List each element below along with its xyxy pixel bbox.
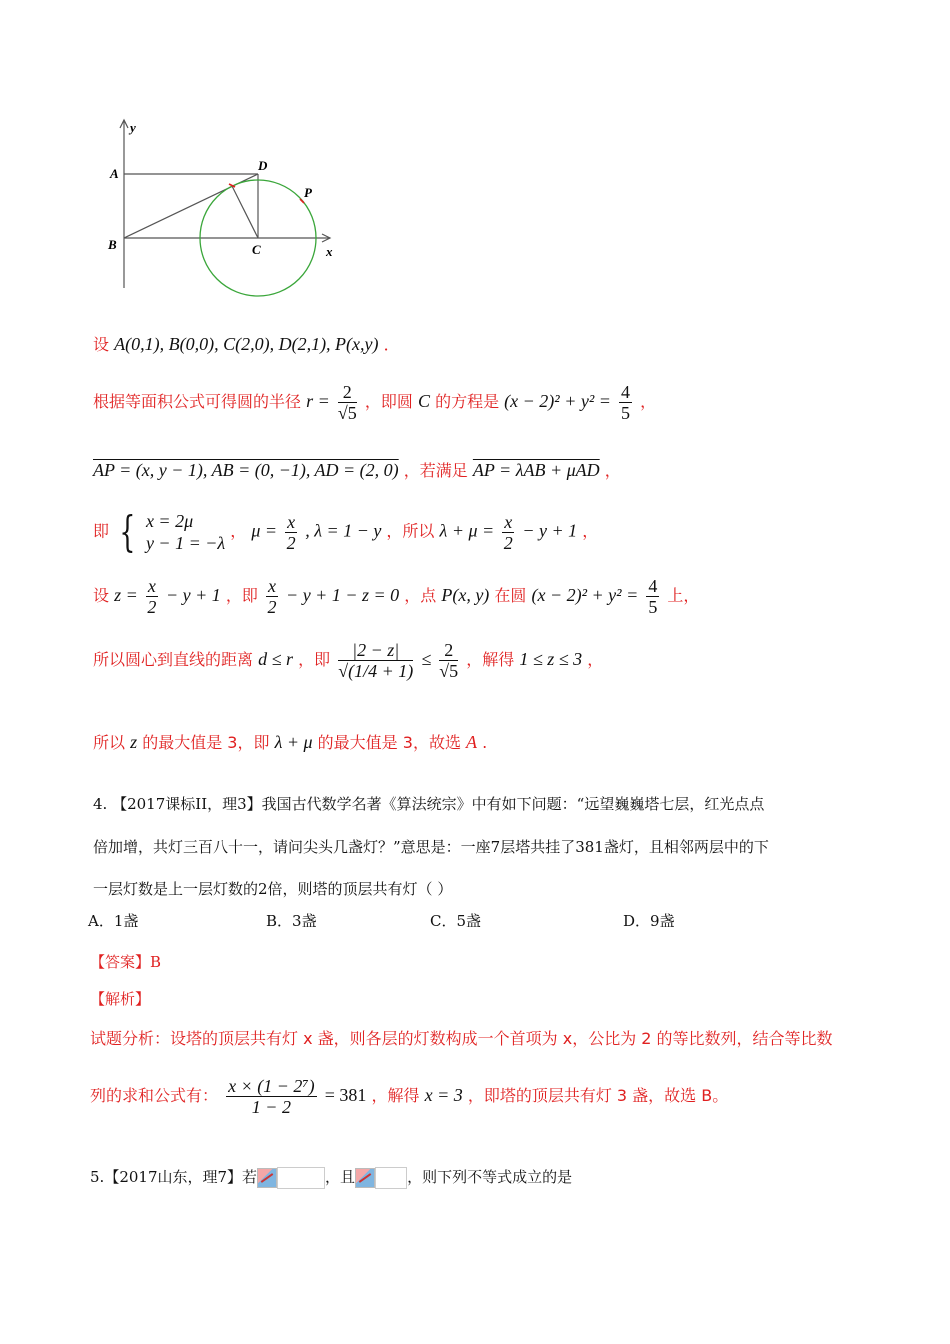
- circle-math: (x − 2)² + y² =: [531, 585, 639, 605]
- sum-formula-fraction: $\frac{\text{x × (1 − 2⁷)}}{1 - 2}$: [228, 1076, 315, 1117]
- solution-line-6: [93, 640, 603, 681]
- question-text: 我国古代数学名著《算法统宗》中有如下问题：“远望巍巍塔七层，红光点点: [261, 795, 765, 813]
- question-text: ，则下列不等式成立的是: [407, 1168, 573, 1186]
- text: 的最大值是 3，即: [142, 733, 270, 752]
- solution-line-7: [93, 730, 487, 755]
- z-tail: − y + 1: [165, 585, 221, 605]
- text: ，即塔的顶层共有灯 3 盏，故选 B。: [467, 1086, 729, 1105]
- option-a[interactable]: A．1盏: [88, 912, 139, 930]
- circle-fraction: $\frac{4}{5}$: [648, 576, 658, 617]
- equation-fraction: $\frac{4}{5}$: [620, 382, 630, 423]
- label-d: D: [258, 158, 268, 173]
- point-p-math: P(x, y): [441, 585, 490, 605]
- label-b: B: [108, 237, 117, 252]
- range-math: 1 ≤ z ≤ 3: [519, 649, 583, 669]
- option-d[interactable]: D．9盏: [623, 912, 675, 930]
- solution-line-2: [93, 382, 656, 423]
- answer-label: 【答案】B: [90, 953, 162, 971]
- q4-line-2: [93, 836, 769, 857]
- radius-math: r =: [306, 391, 330, 411]
- question-source: 【2017课标II，理3】: [112, 795, 262, 813]
- text: 所以圆心到直线的距离: [93, 650, 254, 669]
- text: ，即: [225, 586, 258, 605]
- distance-math: d ≤ r: [258, 649, 293, 669]
- z-math: z =: [114, 585, 138, 605]
- analysis-line-1: 试题分析：设塔的顶层共有灯 x 盏，则各层的灯数构成一个首项为 x，公比为 2 的等比数列，结合等比数: [90, 1029, 833, 1048]
- radius-fraction-2: $\frac{2}{√5}$: [439, 640, 459, 681]
- option-b[interactable]: B．3盏: [266, 912, 317, 930]
- solution-line-4: [93, 507, 599, 556]
- text: ，: [582, 521, 599, 541]
- answer-letter: A: [466, 732, 478, 752]
- text: 的方程是: [435, 392, 500, 411]
- text: ，: [230, 521, 247, 541]
- label-x: x: [326, 244, 333, 259]
- text: ，: [587, 650, 604, 669]
- question-text: ，且: [325, 1168, 356, 1186]
- analysis-line-2: [90, 1076, 728, 1117]
- text: ，点: [404, 586, 437, 605]
- solution-line-3: [93, 458, 621, 483]
- sum-tail: − y + 1: [522, 520, 578, 541]
- brace: {: [119, 507, 136, 556]
- analysis-label: 【解析】: [90, 990, 151, 1008]
- text: 上，: [667, 586, 700, 605]
- vector-math: AP = (x, y − 1), AB = (0, −1), AD = (2, 0): [93, 460, 399, 480]
- text: ，所以: [386, 521, 435, 541]
- text: .: [482, 733, 488, 752]
- line-fraction: $\frac{x}{2}$: [267, 576, 277, 617]
- text: ，: [604, 461, 621, 480]
- text: 即: [93, 521, 110, 541]
- image-placeholder: [375, 1167, 407, 1189]
- math-c: C: [417, 391, 430, 411]
- option-c[interactable]: C．5盏: [430, 912, 482, 930]
- question-text: 若: [242, 1168, 258, 1186]
- solution-line-5: [93, 576, 699, 617]
- label-a: A: [110, 166, 119, 181]
- text: ．: [383, 335, 400, 354]
- le-symbol: ≤: [421, 649, 432, 669]
- label-y: y: [130, 120, 136, 135]
- equals-381: = 381: [324, 1085, 367, 1105]
- text: 设: [93, 586, 110, 605]
- question-number: 5.: [90, 1168, 105, 1186]
- q4-line-3: [93, 878, 452, 899]
- solution-math: x = 3: [424, 1085, 463, 1105]
- mu-math: μ =: [251, 520, 278, 541]
- label-c: C: [252, 242, 261, 257]
- question-number: 4.: [93, 795, 108, 813]
- solution-line-1: [93, 332, 400, 357]
- question-text: 一层灯数是上一层灯数的2倍，则塔的顶层共有灯（ ）: [93, 880, 453, 898]
- text: 所以: [93, 733, 126, 752]
- line-equation: − y + 1 − z = 0: [286, 585, 400, 605]
- text: ，即: [298, 650, 331, 669]
- geometry-figure: [90, 110, 350, 300]
- z-fraction: $\frac{x}{2}$: [147, 576, 157, 617]
- broken-image-icon: [355, 1168, 375, 1188]
- radius-segment: [232, 186, 258, 238]
- text: 列的求和公式有：: [90, 1086, 219, 1105]
- q4-line-1: [93, 793, 764, 814]
- broken-image-icon: [257, 1168, 277, 1188]
- text: ，若满足: [403, 461, 468, 480]
- sum-fraction: $\frac{x}{2}$: [503, 511, 513, 553]
- vector-equation: AP = λAB + μAD: [472, 460, 600, 480]
- coordinates-math: A(0,1), B(0,0), C(2,0), D(2,1), P(x,y): [114, 334, 379, 354]
- equation-system: x = 2μ y − 1 = −λ: [145, 511, 226, 553]
- distance-fraction: $\frac{|2 - z|}{√(1/4 + 1)}$: [338, 640, 414, 681]
- lambda-math: , λ = 1 − y: [305, 520, 382, 541]
- text: ，解得: [466, 650, 515, 669]
- lambda-mu-math: λ + μ: [274, 732, 313, 752]
- mu-fraction: $\frac{x}{2}$: [286, 511, 296, 553]
- text: ，即圆: [364, 392, 413, 411]
- text: 在圆: [494, 586, 527, 605]
- z-math: z: [130, 732, 138, 752]
- circle-equation: (x − 2)² + y² =: [504, 391, 611, 411]
- text: 根据等面积公式可得圆的半径: [93, 392, 302, 411]
- text: 设: [93, 335, 110, 354]
- text: ，: [640, 392, 657, 411]
- label-p: P: [304, 185, 312, 200]
- question-source: 【2017山东，理7】: [104, 1168, 243, 1186]
- radius-fraction: $\frac{2}{√5}$: [337, 382, 357, 423]
- q5-line: [90, 1166, 572, 1189]
- text: ，解得: [371, 1086, 420, 1105]
- sum-math: λ + μ =: [439, 520, 495, 541]
- question-text: 倍加增，共灯三百八十一，请问尖头几盏灯？”意思是：一座7层塔共挂了381盏灯，且相邻两层中的下: [93, 838, 769, 856]
- text: 的最大值是 3，故选: [317, 733, 461, 752]
- image-placeholder: [277, 1167, 325, 1189]
